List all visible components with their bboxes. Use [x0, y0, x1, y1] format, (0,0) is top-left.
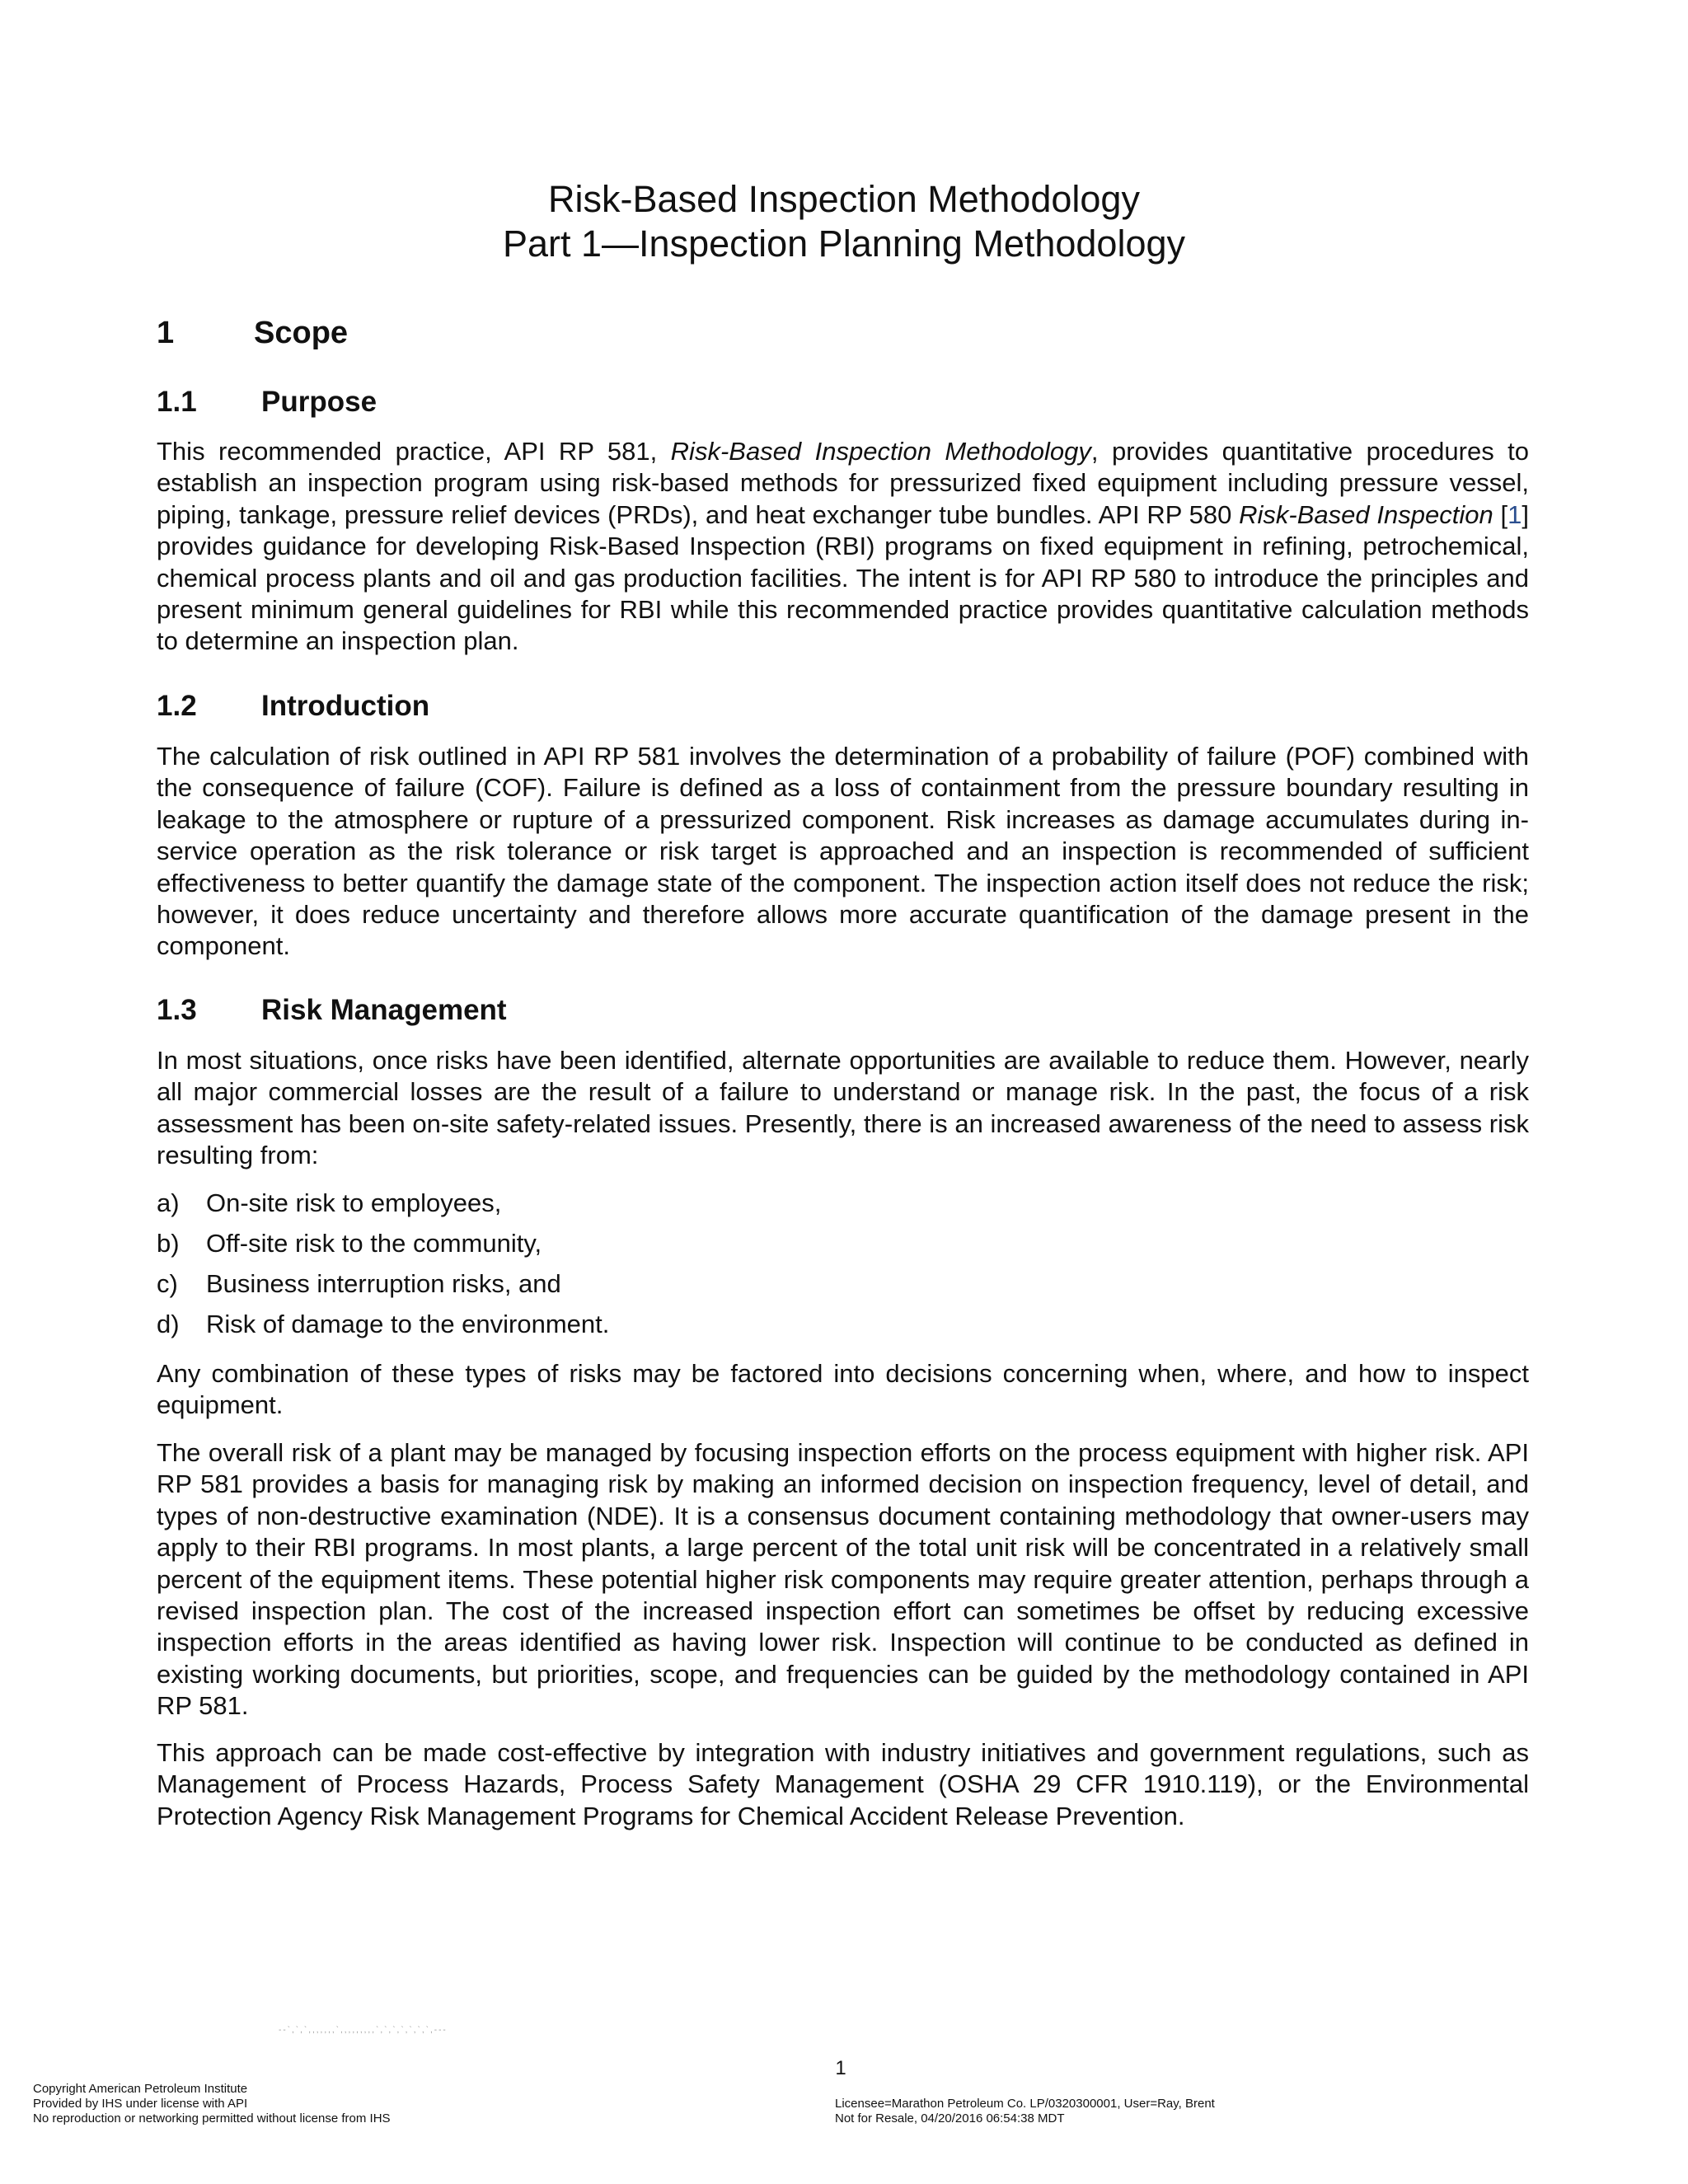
section-heading-scope — [157, 315, 348, 351]
risk-management-paragraph-3: The overall risk of a plant may be managed by focusing inspection efforts on the process equipment with higher risk. API RP 581 provides a basis for managing risk by making an informed decision on inspection frequency, level of detail, and types of non-destructive examination (NDE). It is a consensus document containing methodology that owner-users may apply to their RBI programs. In most plants, a large percent of the total unit risk will be concentrated in a relatively small percent of the equipment items. These potential higher risk components may require greater attention, perhaps through a revised inspection plan. The cost of the increased inspection effort can sometimes be offset by reducing excessive inspection efforts in the areas identified as having lower risk. Inspection will continue to be conducted as defined in existing working documents, but priorities, scope, and frequencies can be guided by the methodology contained in API RP 581. — [157, 1438, 1529, 1721]
purpose-paragraph: This recommended practice, API RP 581, Risk-Based Inspection Methodology, provides quantitative procedures to establish an inspection program using risk-based methods for pressurized fixed equipment including pressure vessel, piping, tankage, pressure relief devices (PRDs), and heat exchanger tube bundles. API RP 580 Risk-Based Inspection [1] provides guidance for developing Risk-Based Inspection (RBI) programs on fixed equipment in refining, petrochemical, chemical process plants and oil and gas production facilities. The intent is for API RP 580 to introduce the principles and present minimum general guidelines for RBI while this recommended practice provides quantitative calculation methods to determine an inspection plan. — [157, 437, 1529, 656]
footer-license: Licensee=Marathon Petroleum Co. LP/0320300001, User=Ray, Brent Not for Resale, 04/20/2016 06:54:38 MDT — [835, 2097, 1215, 2125]
subsection-title: Risk Management — [261, 994, 507, 1026]
risk-management-paragraph-2: Any combination of these types of risks may be factored into decisions concerning when, where, and how to inspect equipment. — [157, 1359, 1529, 1420]
subsection-title: Purpose — [261, 386, 377, 418]
subsection-number: 1.1 — [157, 386, 197, 418]
subsection-heading-purpose — [157, 385, 377, 419]
subsection-title: Introduction — [261, 690, 430, 722]
risk-management-paragraph-1: In most situations, once risks have been identified, alternate opportunities are available to reduce them. However, nearly all major commercial losses are the result of a failure to understand or manage risk. In the past, the focus of a risk assessment has been on-site safety-related issues. Presently, there is an increased awareness of the need to assess risk resulting from: — [157, 1046, 1529, 1170]
subsection-heading-risk-management — [157, 993, 507, 1028]
list-item: d) Risk of damage to the environment. — [157, 1310, 610, 1338]
section-number: 1 — [157, 316, 175, 350]
list-item: b) Off-site risk to the community, — [157, 1229, 542, 1258]
list-item: c) Business interruption risks, and — [157, 1269, 561, 1298]
subsection-number: 1.2 — [157, 690, 197, 722]
reference-link[interactable]: 1 — [1507, 499, 1522, 529]
list-item: a) On-site risk to employees, — [157, 1188, 502, 1217]
footer-copyright: Copyright American Petroleum Institute Provided by IHS under license with API No reproduction or networking permitted without license from IHS — [33, 2082, 391, 2125]
section-title: Scope — [254, 316, 349, 350]
document-title-line1: Risk-Based Inspection Methodology — [548, 178, 1140, 220]
page-number: 1 — [835, 2057, 846, 2079]
introduction-paragraph: The calculation of risk outlined in API RP 581 involves the determination of a probability of failure (POF) combined with the consequence of failure (COF). Failure is defined as a loss of containment from the pressure boundary resulting in leakage to the atmosphere or rupture of a pressurized component. Risk increases as damage accumulates during in-service operation as the risk tolerance or risk target is approached and an inspection is recommended of sufficient effectiveness to better quantify the damage state of the component. The inspection action itself does not reduce the risk; however, it does reduce uncertainty and therefore allows more accurate quantification of the damage present in the component. — [157, 742, 1529, 961]
subsection-heading-introduction — [157, 689, 429, 724]
watermark-dots: --`,`,`,,,,,,,`,,,,,,,,,`,`,`,`,`,`,`,--- — [279, 2026, 448, 2035]
document-title-line2: Part 1—Inspection Planning Methodology — [502, 223, 1186, 265]
risk-management-paragraph-4: This approach can be made cost-effective by integration with industry initiatives and government regulations, such as Management of Process Hazards, Process Safety Management (OSHA 29 CFR 1910.119), or the Environmental Protection Agency Risk Management Programs for Chemical Accident Release Prevention. — [157, 1738, 1529, 1830]
subsection-number: 1.3 — [157, 994, 197, 1026]
